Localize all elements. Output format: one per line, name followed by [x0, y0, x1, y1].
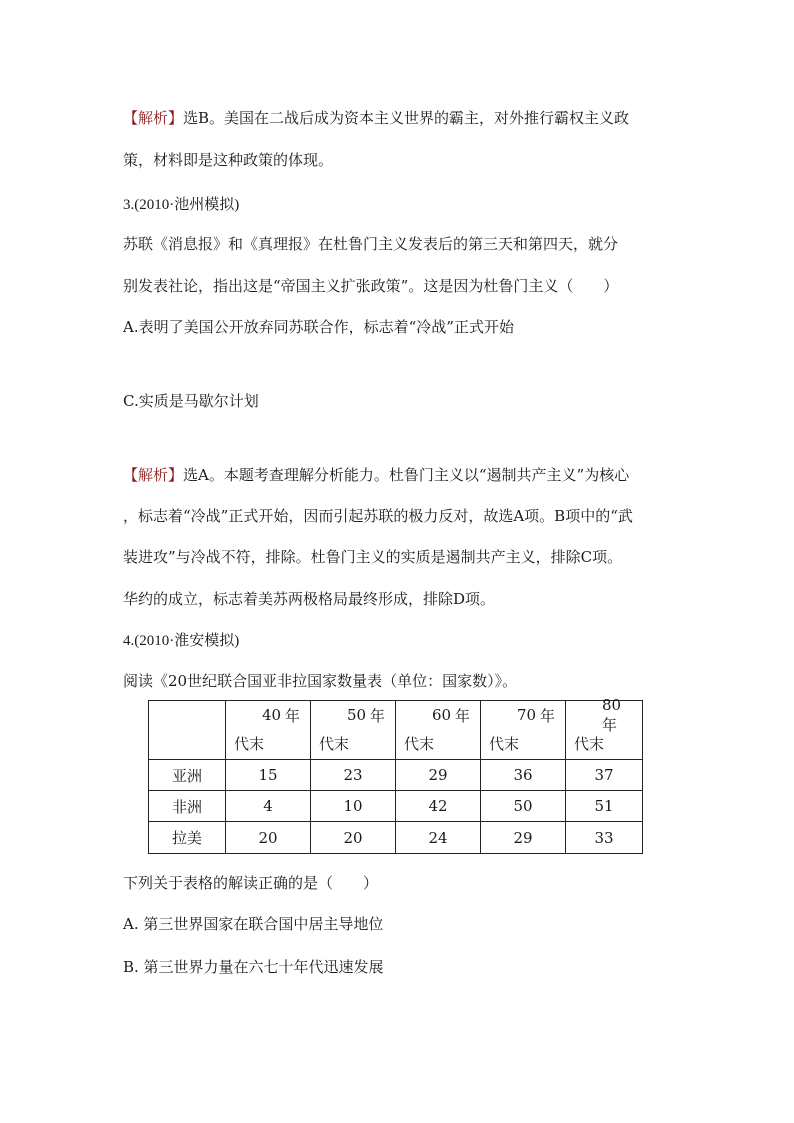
table-cell: 20	[311, 822, 396, 854]
table-cell: 24	[396, 822, 481, 854]
q2-analysis-line2: 策，材料即是这种政策的体现。	[123, 151, 334, 169]
table-row	[149, 760, 643, 791]
table-cell: 4	[226, 791, 311, 822]
table-cell: 29	[481, 822, 566, 854]
table-header-cell: 40 年 代末	[226, 701, 311, 760]
table-cell: 15	[226, 760, 311, 791]
country-count-table	[148, 695, 643, 854]
q4-question: 下列关于表格的解读正确的是（ ）	[123, 874, 379, 892]
q3-analysis-line1	[123, 464, 629, 485]
q3-number: 3.(2010·池州模拟)	[123, 197, 240, 213]
table-header-cell: 50 年 代末	[311, 701, 396, 760]
table-cell: 51	[566, 791, 643, 822]
table-row	[149, 791, 643, 822]
q4-option-a: A. 第三世界国家在联合国中居主导地位	[123, 915, 384, 933]
q3-stem-line1: 苏联《消息报》和《真理报》在杜鲁门主义发表后的第三天和第四天，就分	[123, 235, 619, 253]
table-cell: 37	[566, 760, 643, 791]
table-cell: 10	[311, 791, 396, 822]
row-label: 拉美	[149, 822, 226, 854]
analysis-tag: 【解析】	[123, 466, 184, 484]
table-cell: 20	[226, 822, 311, 854]
table-cell: 36	[481, 760, 566, 791]
q3-analysis-line2: ，标志着“冷战”正式开始，因而引起苏联的极力反对，故选A项。B项中的“武	[123, 507, 633, 525]
table-cell: 42	[396, 791, 481, 822]
table-cell: 23	[311, 760, 396, 791]
q3-analysis-text-1: 选A。本题考查理解分析能力。杜鲁门主义以“遏制共产主义”为核心	[183, 466, 630, 484]
table-header-cell: 60 年 代末	[396, 701, 481, 760]
table-cell: 33	[566, 822, 643, 854]
q3-analysis-line4: 华约的成立，标志着美苏两极格局最终形成，排除D项。	[123, 590, 496, 608]
q3-stem-line2: 别发表社论，指出这是“帝国主义扩张政策”。这是因为杜鲁门主义（ ）	[123, 277, 619, 295]
table-cell: 50	[481, 791, 566, 822]
table-corner-cell	[149, 701, 226, 760]
row-label: 亚洲	[149, 760, 226, 791]
q4-number: 4.(2010·淮安模拟)	[123, 633, 240, 649]
table-header-row	[149, 701, 643, 760]
q4-intro: 阅读《20世纪联合国亚非拉国家数量表（单位：国家数）》。	[123, 672, 518, 690]
q3-option-a: A.表明了美国公开放弃同苏联合作，标志着“冷战”正式开始	[123, 318, 514, 336]
table-header-cell: 80年 代末	[566, 701, 643, 760]
q2-analysis-line1	[123, 107, 629, 128]
analysis-tag: 【解析】	[123, 109, 184, 127]
q3-option-c: C.实质是马歇尔计划	[123, 392, 259, 410]
row-label: 非洲	[149, 791, 226, 822]
table-header-cell: 70 年 代末	[481, 701, 566, 760]
q3-analysis-line3: 装进攻”与冷战不符，排除。杜鲁门主义的实质是遏制共产主义，排除C项。	[123, 548, 623, 566]
table-cell: 29	[396, 760, 481, 791]
q2-analysis-text-1: 选B。美国在二战后成为资本主义世界的霸主，对外推行霸权主义政	[183, 109, 630, 127]
table-row	[149, 822, 643, 854]
q4-option-b: B. 第三世界力量在六七十年代迅速发展	[123, 958, 384, 976]
